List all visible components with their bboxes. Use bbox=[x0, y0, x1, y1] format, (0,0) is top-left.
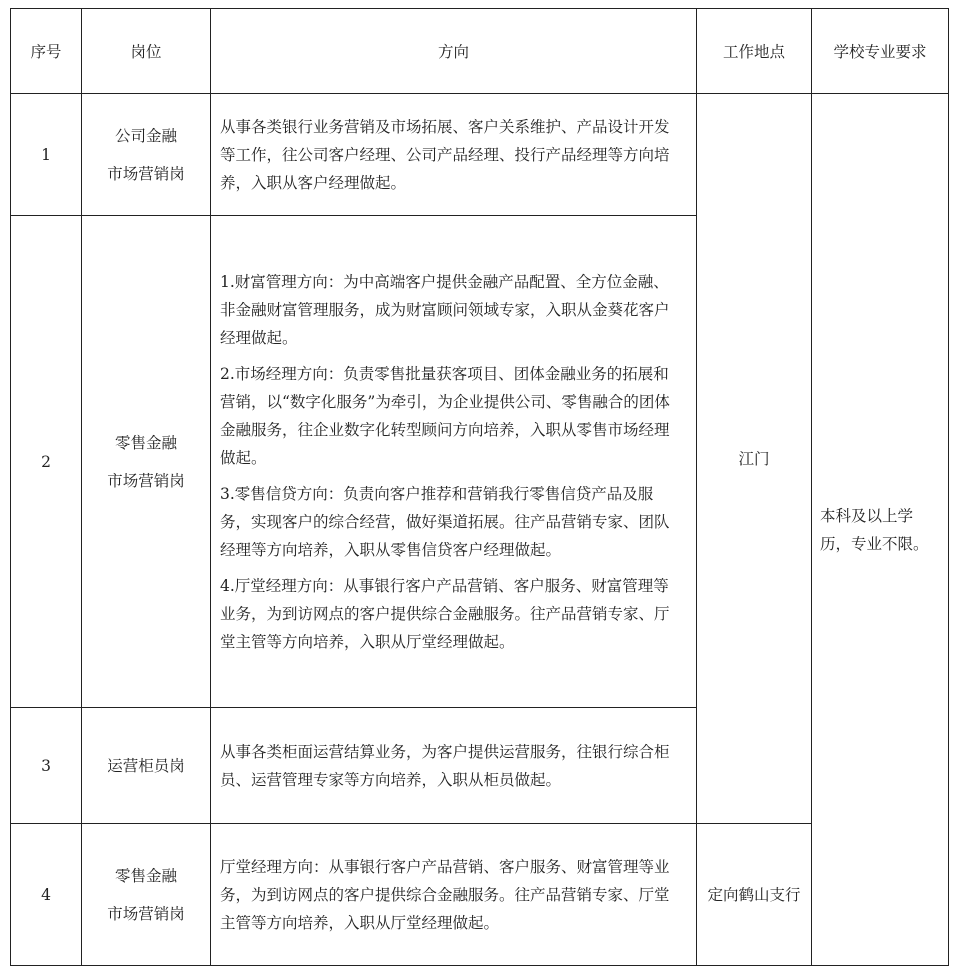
header-position: 岗位 bbox=[82, 9, 211, 94]
row3-position-line1: 运营柜员岗 bbox=[107, 756, 185, 775]
row1-position-line2: 市场营销岗 bbox=[107, 164, 185, 183]
row3-direction bbox=[211, 708, 697, 824]
header-seq: 序号 bbox=[11, 9, 82, 94]
location-jiangmen: 江门 bbox=[697, 94, 812, 824]
row2-direction-credit: 3.零售信贷方向：负责向客户推荐和营销我行零售信贷产品及服务，实现客户的综合经营，做好渠道拓展。往产品营销专家、团队经理等方向培养，入职从零售信贷客户经理做起。 bbox=[220, 484, 670, 559]
row4-direction bbox=[211, 824, 697, 966]
row4-position-line2: 市场营销岗 bbox=[107, 904, 185, 923]
header-requirement: 学校专业要求 bbox=[812, 9, 949, 94]
row4-seq: 4 bbox=[11, 824, 82, 966]
row2-direction-lobby: 4.厅堂经理方向：从事银行客户产品营销、客户服务、财富管理等业务，为到访网点的客户提供综合金融服务。往产品营销专家、厅堂主管等方向培养，入职从厅堂经理做起。 bbox=[220, 576, 670, 651]
row1-direction bbox=[211, 94, 697, 216]
row2-position bbox=[82, 216, 211, 708]
row1-direction-text: 从事各类银行业务营销及市场拓展、客户关系维护、产品设计开发等工作，往公司客户经理、公司产品经理、投行产品经理等方向培养，入职从客户经理做起。 bbox=[220, 117, 670, 192]
row4-position bbox=[82, 824, 211, 966]
row2-direction-wealth: 1.财富管理方向：为中高端客户提供金融产品配置、全方位金融、非金融财富管理服务，成为财富顾问领域专家，入职从金葵花客户经理做起。 bbox=[220, 272, 670, 347]
header-direction: 方向 bbox=[211, 9, 697, 94]
row2-direction bbox=[211, 216, 697, 708]
table-row bbox=[11, 824, 949, 966]
row2-position-line2: 市场营销岗 bbox=[107, 471, 185, 490]
row4-direction-text: 厅堂经理方向：从事银行客户产品营销、客户服务、财富管理等业务，为到访网点的客户提供综合金融服务。往产品营销专家、厅堂主管等方向培养，入职从厅堂经理做起。 bbox=[220, 857, 670, 932]
row3-position bbox=[82, 708, 211, 824]
location-heshan: 定向鹤山支行 bbox=[697, 824, 812, 966]
row4-position-line1: 零售金融 bbox=[114, 866, 177, 885]
header-row bbox=[11, 9, 949, 94]
row2-position-line1: 零售金融 bbox=[114, 433, 177, 452]
row1-seq: 1 bbox=[11, 94, 82, 216]
header-location: 工作地点 bbox=[697, 9, 812, 94]
row2-seq: 2 bbox=[11, 216, 82, 708]
recruitment-table bbox=[10, 8, 949, 966]
school-requirement: 本科及以上学历，专业不限。 bbox=[812, 94, 949, 966]
row1-position-line1: 公司金融 bbox=[114, 126, 177, 145]
table-row bbox=[11, 94, 949, 216]
row1-position bbox=[82, 94, 211, 216]
row3-direction-text: 从事各类柜面运营结算业务，为客户提供运营服务，往银行综合柜员、运营管理专家等方向培养，入职从柜员做起。 bbox=[220, 742, 670, 789]
row2-direction-market: 2.市场经理方向：负责零售批量获客项目、团体金融业务的拓展和营销，以“数字化服务”为牵引，为企业提供公司、零售融合的团体金融服务，往企业数字化转型顾问方向培养，入职从零售市场经理做起。 bbox=[220, 364, 670, 467]
row3-seq: 3 bbox=[11, 708, 82, 824]
